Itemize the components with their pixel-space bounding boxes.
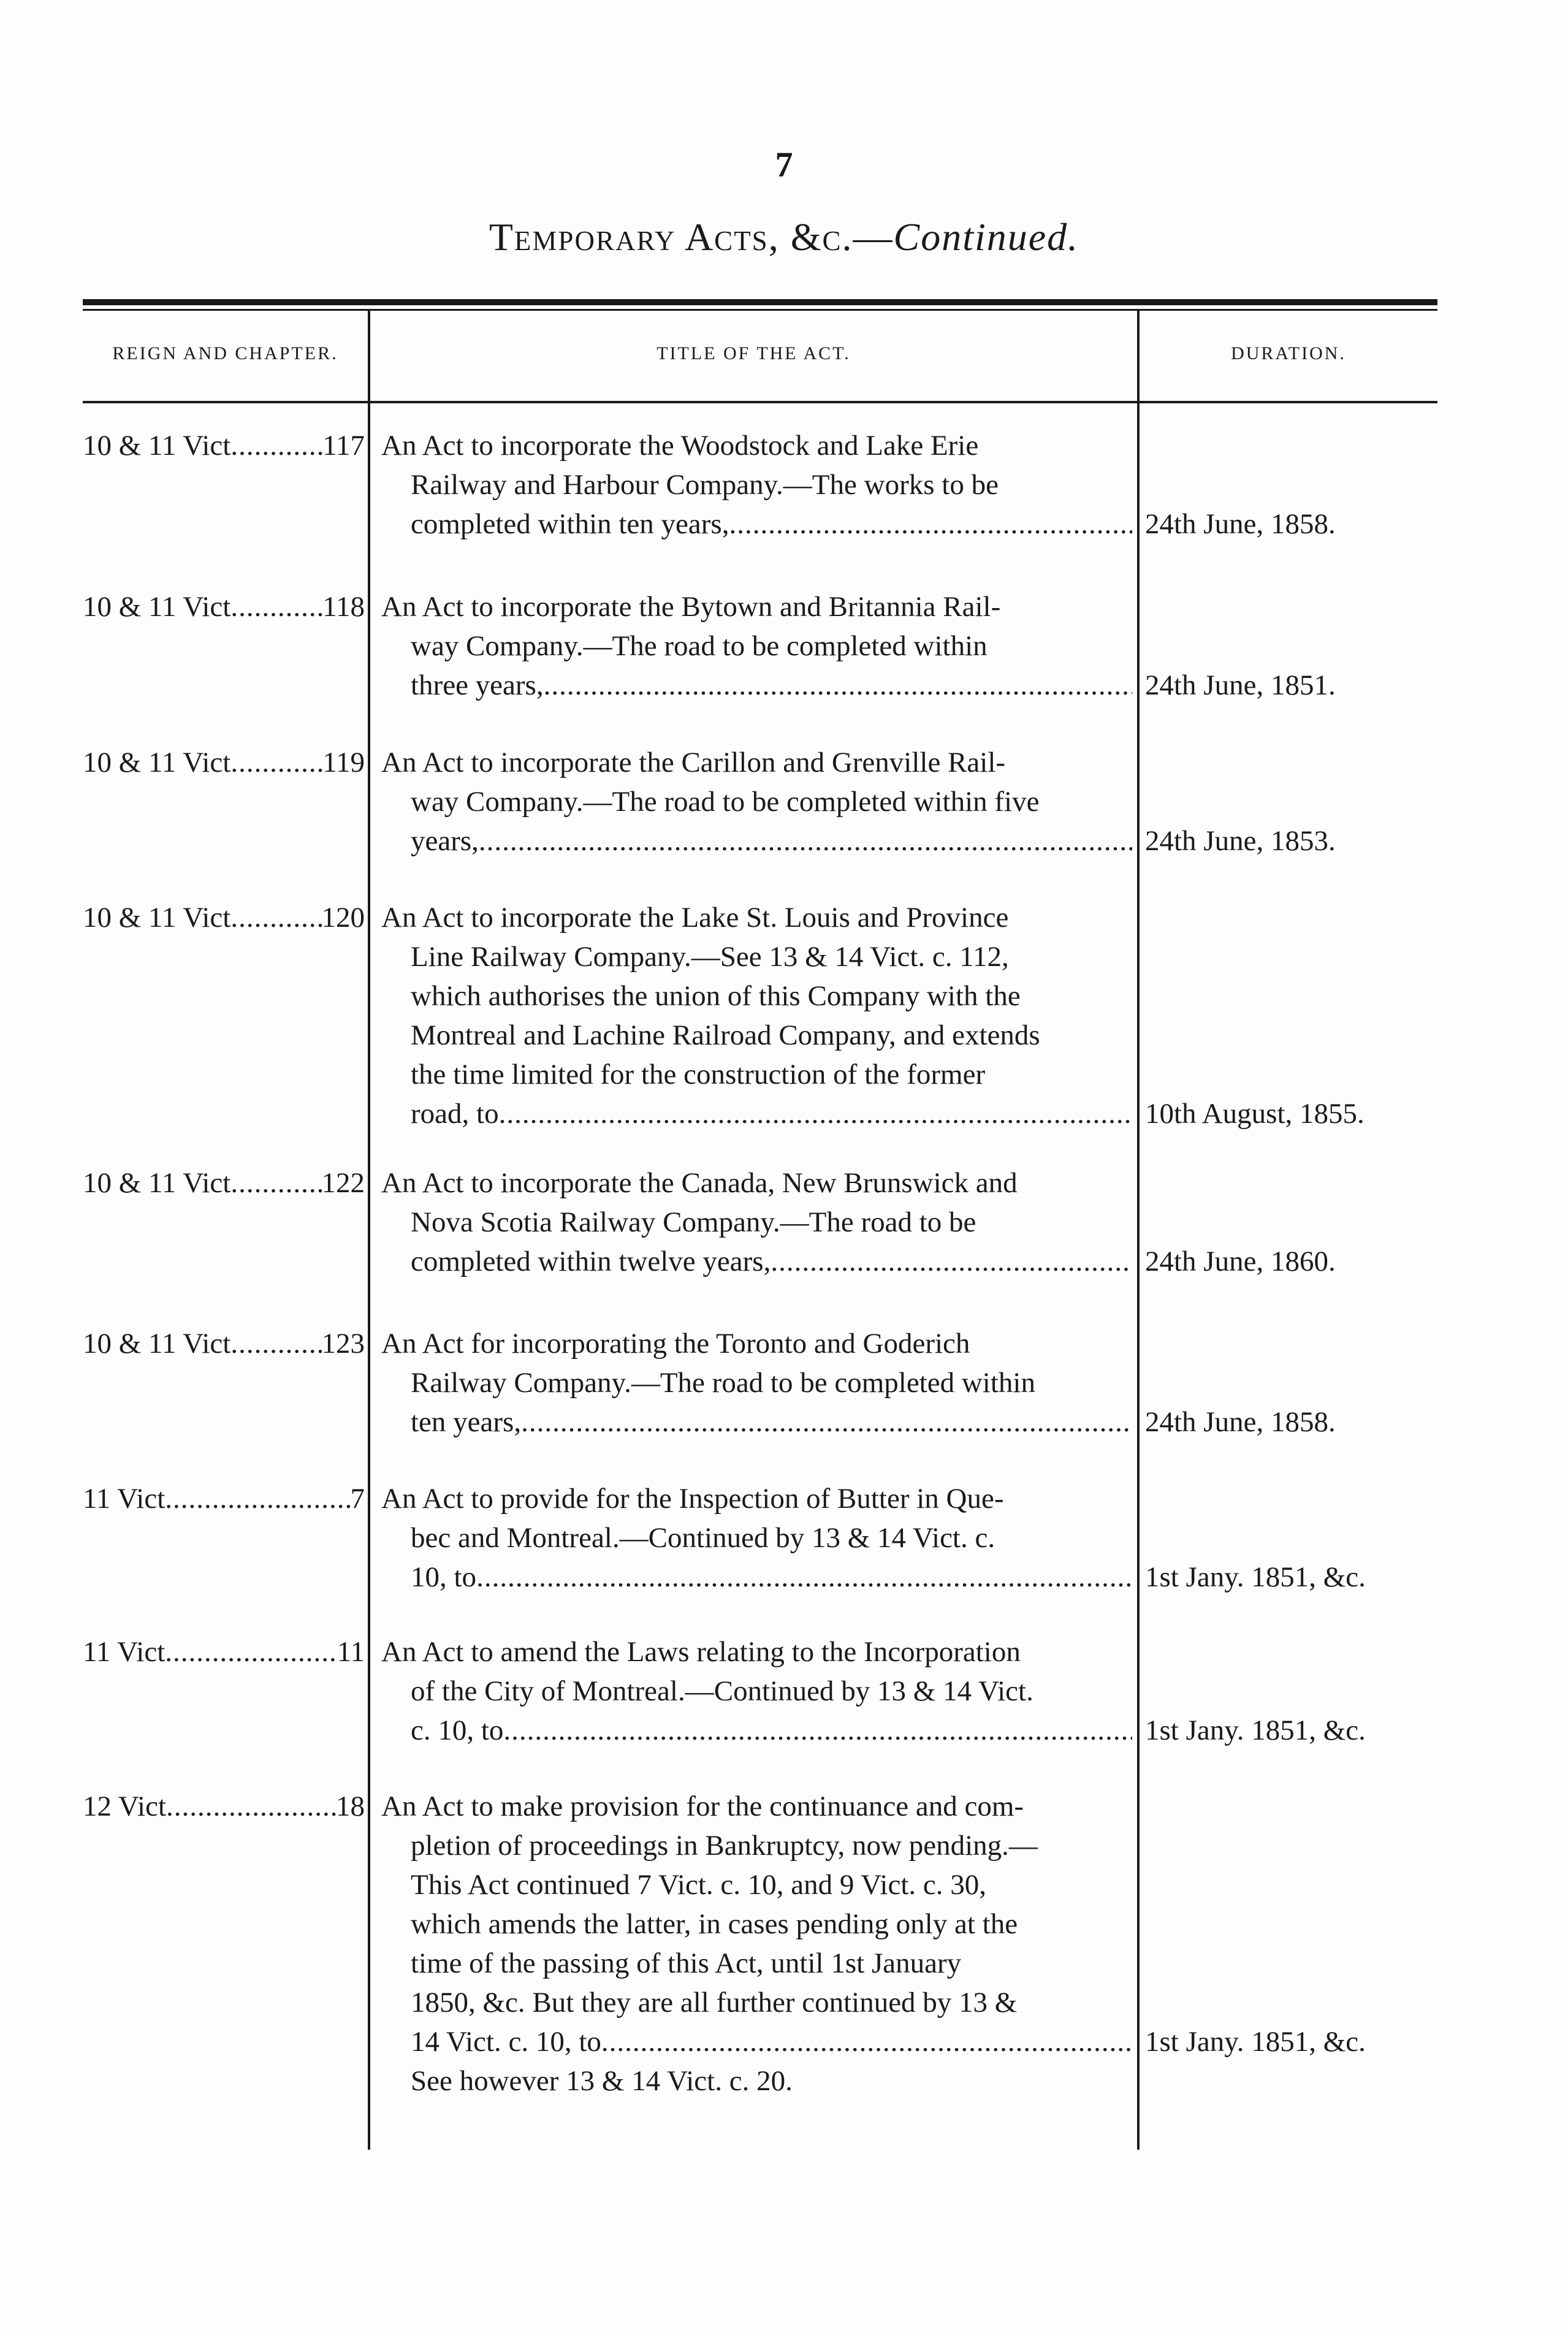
act-title-line — [381, 1242, 1132, 1281]
act-title — [381, 1479, 1132, 1597]
reign-and-chapter — [83, 1479, 365, 1518]
top-rule-thick — [83, 299, 1437, 305]
act-title — [381, 587, 1132, 705]
reign-and-chapter — [83, 898, 365, 937]
act-title-line: An Act for incorporating the Toronto and Goderich — [381, 1328, 970, 1360]
act-title-line: which authorises the union of this Company with the — [411, 980, 1021, 1012]
dot-leader — [479, 821, 1132, 861]
act-note: See however 13 & 14 Vict. c. 20. — [411, 2065, 793, 2097]
act-title-text: 14 Vict. c. 10, to — [411, 2026, 601, 2058]
chapter-number: 7 — [350, 1483, 365, 1515]
page-number: 7 — [775, 145, 793, 185]
reign-label: 11 Vict — [83, 1483, 166, 1515]
act-title-line: An Act to incorporate the Lake St. Louis and Province — [381, 902, 1009, 934]
act-title — [381, 1163, 1132, 1281]
act-title-line — [381, 1558, 1132, 1597]
act-title-line: the time limited for the construction of the former — [411, 1059, 986, 1090]
chapter-number: 18 — [336, 1790, 365, 1822]
column-header-title: TITLE OF THE ACT. — [657, 343, 851, 363]
chapter-number: 118 — [322, 591, 365, 623]
duration: 1st Jany. 1851, &c. — [1145, 2026, 1366, 2058]
column-divider-left — [368, 311, 370, 2150]
dot-leader — [499, 1094, 1132, 1133]
act-title-line: Nova Scotia Railway Company.—The road to be — [411, 1206, 976, 1238]
reign-label: 11 Vict — [83, 1636, 166, 1668]
header-rule — [83, 401, 1437, 403]
dot-leader — [544, 666, 1132, 705]
reign-label: 10 & 11 Vict — [83, 1167, 231, 1199]
act-title-text: road, to — [411, 1098, 499, 1130]
reign-label: 12 Vict — [83, 1790, 166, 1822]
act-title-line: pletion of proceedings in Bankruptcy, now pending.— — [411, 1830, 1038, 1862]
act-title-text: ten years, — [411, 1406, 522, 1438]
duration: 24th June, 1853. — [1145, 825, 1336, 857]
act-title-text: completed within twelve years, — [411, 1246, 771, 1277]
act-title-line — [381, 504, 1132, 544]
act-title-text: completed within ten years, — [411, 508, 729, 540]
chapter-number: 122 — [321, 1167, 365, 1199]
duration: 24th June, 1858. — [1145, 508, 1336, 540]
duration: 24th June, 1858. — [1145, 1406, 1336, 1438]
reign-label: 10 & 11 Vict — [83, 591, 231, 623]
reign-label: 10 & 11 Vict — [83, 902, 231, 934]
act-title — [381, 1324, 1132, 1442]
act-title-line: An Act to provide for the Inspection of Butter in Que- — [381, 1483, 1004, 1515]
dot-leader — [601, 2022, 1132, 2061]
act-title-line — [381, 1094, 1132, 1133]
chapter-number: 123 — [321, 1328, 365, 1360]
duration: 24th June, 1860. — [1145, 1246, 1336, 1277]
dot-leader — [166, 1787, 336, 1826]
act-title-line: An Act to incorporate the Canada, New Brunswick and — [381, 1167, 1018, 1199]
chapter-number: 11 — [337, 1636, 365, 1668]
act-title-line — [381, 1711, 1132, 1750]
page-title-continued: Continued. — [893, 215, 1079, 259]
dot-leader — [230, 587, 322, 626]
act-title-line: An Act to incorporate the Bytown and Britannia Rail- — [381, 591, 1001, 623]
reign-label: 10 & 11 Vict — [83, 747, 231, 778]
column-header-reign: REIGN AND CHAPTER. — [112, 343, 338, 363]
reign-and-chapter — [83, 1163, 365, 1203]
page-title — [0, 215, 1568, 260]
act-title-line — [381, 821, 1132, 861]
act-title-line — [381, 2022, 1132, 2061]
act-title-text: years, — [411, 825, 479, 857]
dot-leader — [230, 1324, 321, 1363]
dot-leader — [230, 898, 321, 937]
top-rule-thin — [83, 309, 1437, 311]
reign-and-chapter — [83, 426, 365, 465]
dot-leader — [230, 743, 322, 782]
dot-leader — [230, 426, 322, 465]
act-title-line: Railway and Harbour Company.—The works to be — [411, 469, 999, 501]
act-title-text: c. 10, to — [411, 1714, 504, 1746]
reign-and-chapter — [83, 1787, 365, 1826]
chapter-number: 120 — [321, 902, 365, 934]
column-divider-right — [1137, 311, 1140, 2150]
act-title — [381, 426, 1132, 544]
chapter-number: 119 — [322, 747, 365, 778]
act-title-line — [381, 1402, 1132, 1442]
duration: 1st Jany. 1851, &c. — [1145, 1714, 1366, 1746]
duration: 1st Jany. 1851, &c. — [1145, 1561, 1366, 1593]
duration: 10th August, 1855. — [1145, 1098, 1364, 1130]
reign-and-chapter — [83, 743, 365, 782]
dot-leader — [230, 1163, 321, 1203]
act-title-text: 10, to — [411, 1561, 477, 1593]
act-title-line: bec and Montreal.—Continued by 13 & 14 Vict. c. — [411, 1522, 995, 1554]
act-title-line: Montreal and Lachine Railroad Company, and extends — [411, 1019, 1040, 1051]
column-header-duration: DURATION. — [1231, 343, 1346, 363]
dot-leader — [476, 1558, 1132, 1597]
reign-label: 10 & 11 Vict — [83, 430, 231, 462]
act-title-line: 1850, &c. But they are all further continued by 13 & — [411, 1987, 1018, 2018]
chapter-number: 117 — [322, 430, 365, 462]
reign-and-chapter — [83, 587, 365, 626]
act-title-line: Railway Company.—The road to be completed within — [411, 1367, 1035, 1399]
reign-label: 10 & 11 Vict — [83, 1328, 231, 1360]
act-title-line: An Act to incorporate the Woodstock and Lake Erie — [381, 430, 979, 462]
act-title — [381, 1787, 1132, 2101]
dot-leader — [503, 1711, 1132, 1750]
act-title-line: which amends the latter, in cases pending only at the — [411, 1908, 1018, 1940]
act-title-line: time of the passing of this Act, until 1st January — [411, 1947, 962, 1979]
act-title-line: Line Railway Company.—See 13 & 14 Vict. c. 112, — [411, 941, 1009, 973]
page-title-main: Temporary Acts, &c.— — [489, 215, 894, 259]
act-title — [381, 1632, 1132, 1750]
act-title — [381, 743, 1132, 861]
dot-leader — [165, 1632, 337, 1672]
reign-and-chapter — [83, 1324, 365, 1363]
act-title-line: An Act to make provision for the continuance and com- — [381, 1790, 1024, 1822]
dot-leader — [521, 1402, 1132, 1442]
act-title — [381, 898, 1132, 1133]
dot-leader — [729, 504, 1132, 544]
act-title-line: An Act to amend the Laws relating to the Incorporation — [381, 1636, 1021, 1668]
duration: 24th June, 1851. — [1145, 669, 1336, 701]
act-title-line: way Company.—The road to be completed within five — [411, 786, 1040, 818]
act-title-text: three years, — [411, 669, 544, 701]
act-title-line — [381, 666, 1132, 705]
dot-leader — [771, 1242, 1132, 1281]
act-title-line: This Act continued 7 Vict. c. 10, and 9 Vict. c. 30, — [411, 1869, 986, 1901]
act-title-line: An Act to incorporate the Carillon and Grenville Rail- — [381, 747, 1006, 778]
act-title-line: of the City of Montreal.—Continued by 13 & 14 Vict. — [411, 1675, 1033, 1707]
act-title-line: way Company.—The road to be completed within — [411, 630, 988, 662]
reign-and-chapter — [83, 1632, 365, 1672]
dot-leader — [165, 1479, 350, 1518]
